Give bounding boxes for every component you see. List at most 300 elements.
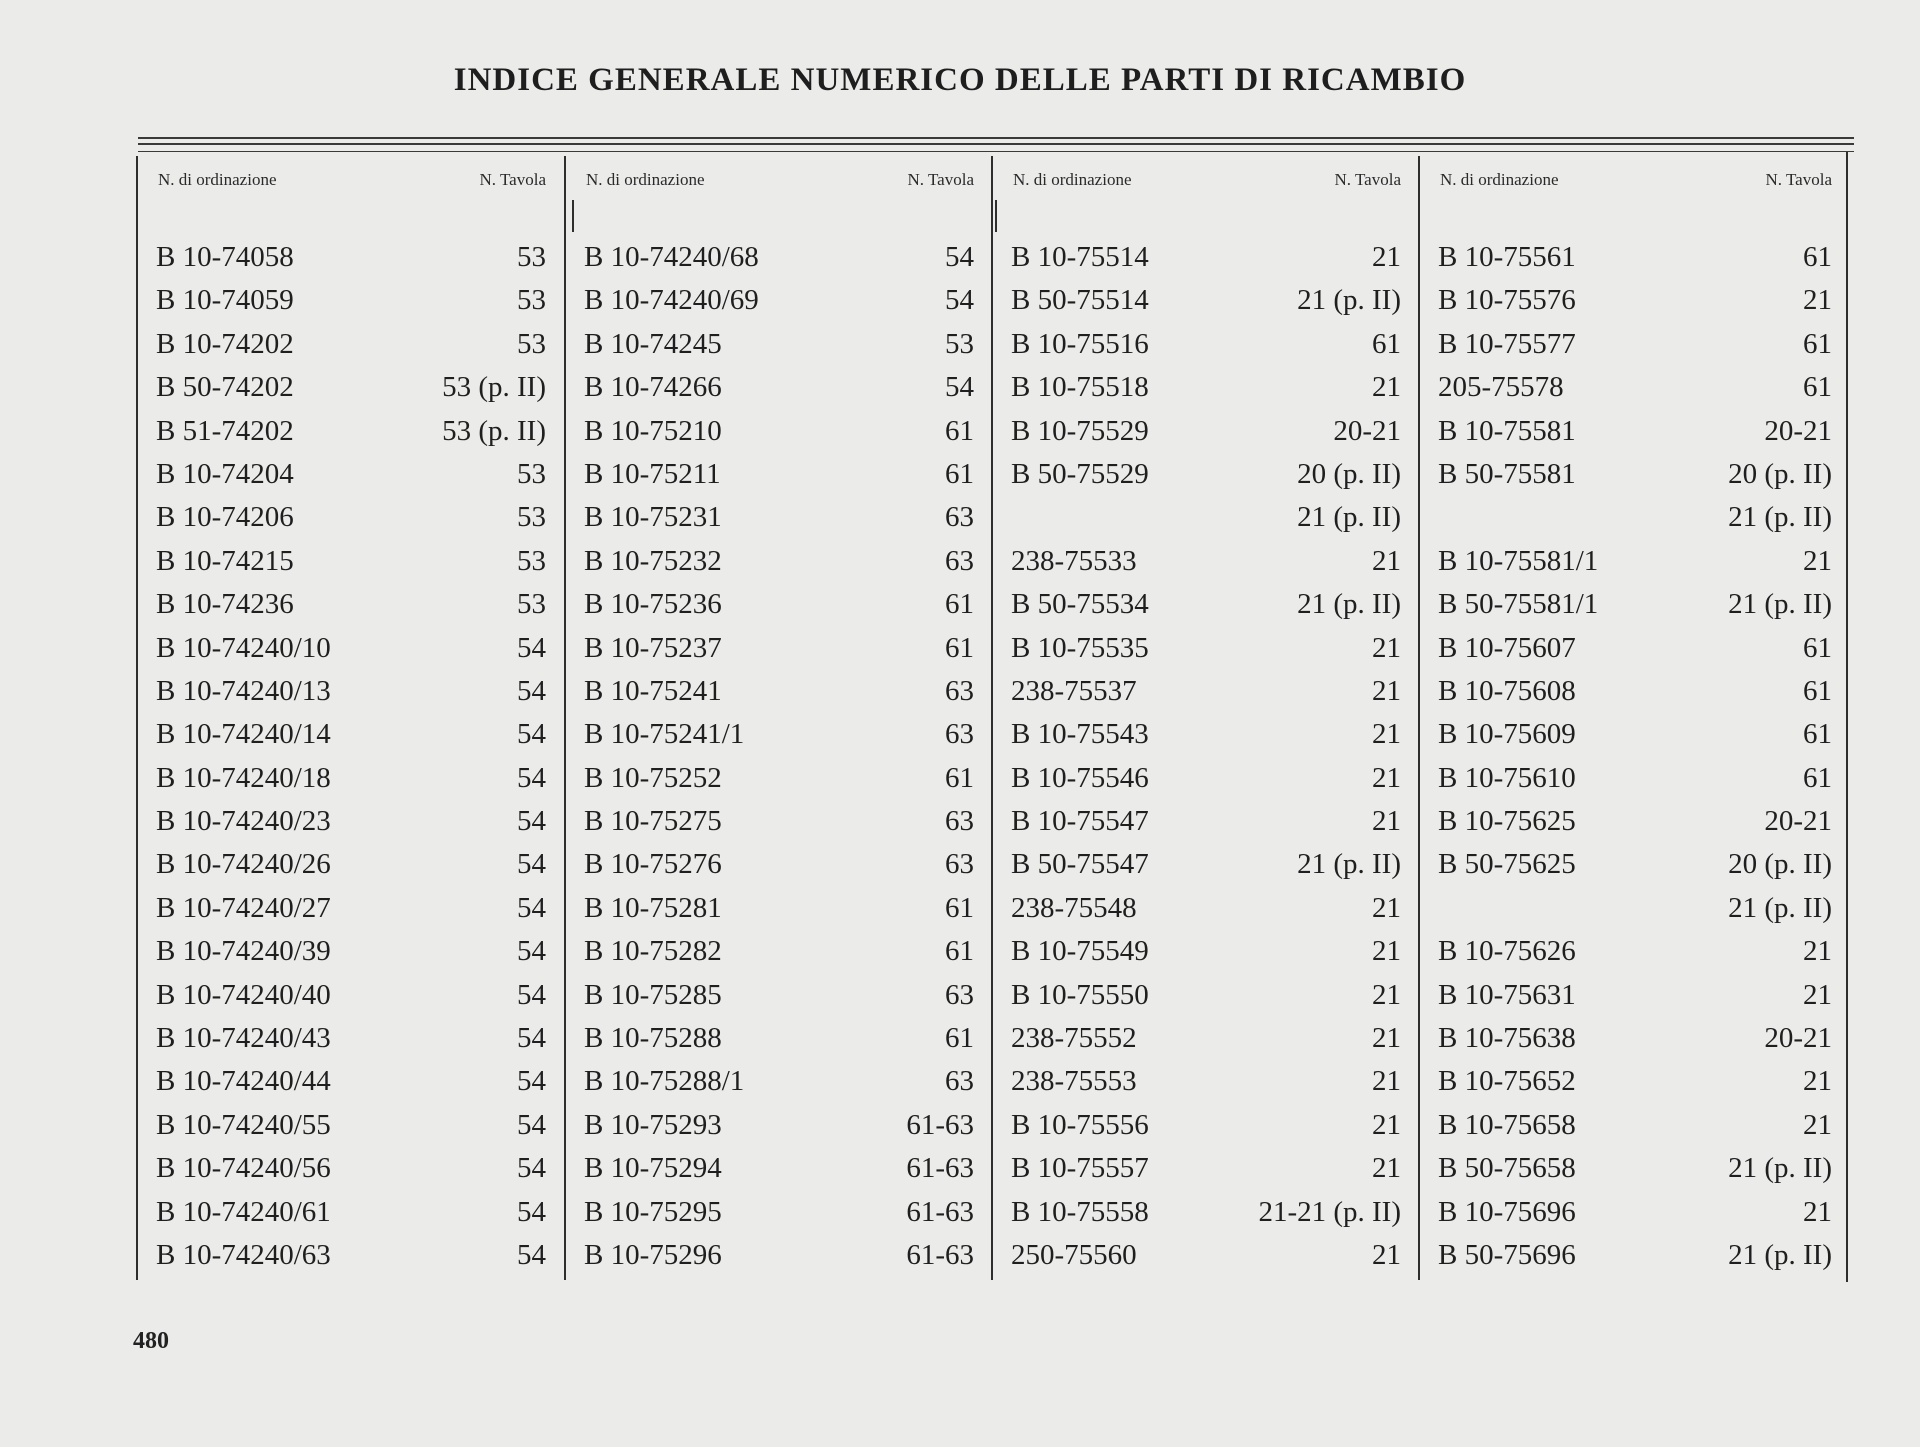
index-row bbox=[566, 627, 986, 670]
order-number: B 10-74245 bbox=[584, 327, 722, 360]
order-number: B 10-75276 bbox=[584, 848, 722, 881]
table-number: 21 bbox=[1803, 935, 1832, 968]
table-number: 61 bbox=[1803, 718, 1832, 751]
table-number: 54 bbox=[517, 1022, 546, 1055]
order-number: B 10-75696 bbox=[1438, 1195, 1576, 1228]
column-header bbox=[566, 170, 986, 194]
index-row bbox=[993, 583, 1413, 626]
index-row bbox=[566, 496, 986, 539]
index-row bbox=[993, 1017, 1413, 1060]
table-number: 61 bbox=[945, 631, 974, 664]
index-row bbox=[1420, 713, 1844, 756]
index-row bbox=[993, 1191, 1413, 1234]
table-number: 61 bbox=[1803, 241, 1832, 273]
table-number: 54 bbox=[945, 284, 974, 317]
order-number: B 10-74240/61 bbox=[156, 1195, 331, 1228]
order-number: B 50-75581 bbox=[1438, 457, 1576, 490]
order-number: 238-75537 bbox=[1011, 674, 1137, 707]
order-number: B 50-74202 bbox=[156, 371, 294, 404]
order-number: B 10-74059 bbox=[156, 284, 294, 317]
table-number: 20-21 bbox=[1764, 414, 1832, 447]
table-number: 21 (p. II) bbox=[1297, 588, 1401, 621]
table-number: 63 bbox=[945, 718, 974, 751]
table-number: 21 bbox=[1372, 805, 1401, 838]
table-number: 63 bbox=[945, 674, 974, 707]
table-number: 61-63 bbox=[906, 1152, 974, 1185]
index-row bbox=[138, 1060, 558, 1103]
order-number: B 10-75543 bbox=[1011, 718, 1149, 751]
index-row bbox=[1420, 887, 1844, 930]
table-number: 61-63 bbox=[906, 1195, 974, 1228]
index-column-3 bbox=[993, 152, 1413, 1280]
index-row bbox=[138, 1104, 558, 1147]
table-number: 20-21 bbox=[1333, 414, 1401, 447]
index-row bbox=[1420, 540, 1844, 583]
order-number: B 10-74240/44 bbox=[156, 1065, 331, 1098]
index-row bbox=[566, 540, 986, 583]
order-number-header: N. di ordinazione bbox=[1440, 170, 1559, 189]
index-row bbox=[993, 757, 1413, 800]
page-number: 480 bbox=[133, 1328, 169, 1354]
table-number: 54 bbox=[517, 978, 546, 1011]
table-number: 21 bbox=[1372, 978, 1401, 1011]
order-number: B 10-75581 bbox=[1438, 414, 1576, 447]
order-number: B 10-75237 bbox=[584, 631, 722, 664]
index-row bbox=[138, 410, 558, 453]
table-number: 21 (p. II) bbox=[1728, 1238, 1832, 1271]
index-row bbox=[993, 713, 1413, 756]
table-number: 61-63 bbox=[906, 1238, 974, 1271]
index-row bbox=[566, 583, 986, 626]
index-row bbox=[566, 1017, 986, 1060]
table-number-header: N. Tavola bbox=[1765, 170, 1832, 189]
index-row bbox=[993, 1147, 1413, 1190]
table-number: 54 bbox=[517, 1065, 546, 1098]
table-number: 21 bbox=[1372, 544, 1401, 577]
table-number: 61 bbox=[1803, 674, 1832, 707]
order-number: B 10-75625 bbox=[1438, 805, 1576, 838]
table-number: 53 (p. II) bbox=[442, 371, 546, 404]
index-row bbox=[993, 627, 1413, 670]
index-row bbox=[1420, 974, 1844, 1017]
index-row bbox=[138, 627, 558, 670]
order-number: B 10-75581/1 bbox=[1438, 544, 1599, 577]
table-number: 61 bbox=[1372, 327, 1401, 360]
index-row bbox=[1420, 583, 1844, 626]
table-number: 21 (p. II) bbox=[1297, 848, 1401, 881]
table-number: 53 bbox=[517, 544, 546, 577]
table-number: 21 bbox=[1372, 1065, 1401, 1098]
index-row bbox=[138, 757, 558, 800]
table-number: 21 bbox=[1803, 284, 1832, 317]
table-number: 63 bbox=[945, 1065, 974, 1098]
index-row bbox=[993, 1104, 1413, 1147]
index-row bbox=[138, 496, 558, 539]
table-number: 21 bbox=[1803, 978, 1832, 1011]
table-number: 54 bbox=[517, 1108, 546, 1141]
table-number: 54 bbox=[945, 371, 974, 404]
order-number: B 10-75288 bbox=[584, 1022, 722, 1055]
order-number: B 10-75631 bbox=[1438, 978, 1576, 1011]
table-number: 54 bbox=[517, 674, 546, 707]
order-number: B 10-75232 bbox=[584, 544, 722, 577]
index-row bbox=[1420, 1234, 1844, 1277]
table-number: 21 bbox=[1372, 891, 1401, 924]
index-row bbox=[1420, 236, 1844, 279]
index-row bbox=[138, 453, 558, 496]
order-number: B 10-75516 bbox=[1011, 327, 1149, 360]
order-number: B 10-74240/63 bbox=[156, 1238, 331, 1271]
order-number: B 10-75296 bbox=[584, 1238, 722, 1271]
index-row bbox=[138, 1234, 558, 1277]
table-number: 21-21 (p. II) bbox=[1258, 1195, 1401, 1228]
table-number: 21 bbox=[1372, 241, 1401, 273]
order-number: B 10-74266 bbox=[584, 371, 722, 404]
table-number: 21 bbox=[1372, 674, 1401, 707]
order-number: B 10-75518 bbox=[1011, 371, 1149, 404]
table-number: 20 (p. II) bbox=[1728, 457, 1832, 490]
order-number-header: N. di ordinazione bbox=[1013, 170, 1132, 189]
table-number: 61 bbox=[945, 935, 974, 968]
row-list bbox=[993, 236, 1413, 1277]
table-number: 21 bbox=[1372, 1022, 1401, 1055]
table-number: 20 (p. II) bbox=[1728, 848, 1832, 881]
table-number: 61 bbox=[1803, 327, 1832, 360]
order-number: B 10-75549 bbox=[1011, 935, 1149, 968]
table-number: 53 bbox=[517, 284, 546, 317]
column-divider bbox=[1846, 152, 1848, 1282]
table-number: 63 bbox=[945, 978, 974, 1011]
index-row bbox=[993, 323, 1413, 366]
order-number: B 10-75550 bbox=[1011, 978, 1149, 1011]
order-number-header: N. di ordinazione bbox=[586, 170, 705, 189]
index-row bbox=[566, 1060, 986, 1103]
index-row bbox=[138, 670, 558, 713]
row-list bbox=[1420, 236, 1844, 1277]
table-number: 54 bbox=[517, 891, 546, 924]
index-row bbox=[566, 757, 986, 800]
table-number: 53 bbox=[517, 501, 546, 534]
order-number: B 10-75626 bbox=[1438, 935, 1576, 968]
table-number: 21 (p. II) bbox=[1297, 501, 1401, 534]
index-row bbox=[1420, 843, 1844, 886]
order-number: B 10-75285 bbox=[584, 978, 722, 1011]
index-row bbox=[566, 236, 986, 279]
index-row bbox=[1420, 366, 1844, 409]
table-number: 61 bbox=[945, 457, 974, 490]
index-row bbox=[993, 496, 1413, 539]
index-row bbox=[1420, 800, 1844, 843]
order-number: B 10-74240/10 bbox=[156, 631, 331, 664]
table-number: 21 bbox=[1803, 1195, 1832, 1228]
index-row bbox=[566, 1234, 986, 1277]
order-number: B 50-75658 bbox=[1438, 1152, 1576, 1185]
row-list bbox=[138, 236, 558, 1277]
order-number: B 10-75281 bbox=[584, 891, 722, 924]
table-number: 21 bbox=[1372, 1108, 1401, 1141]
order-number: B 10-75514 bbox=[1011, 241, 1149, 273]
order-number: 238-75548 bbox=[1011, 891, 1137, 924]
order-number: 205-75578 bbox=[1438, 371, 1564, 404]
order-number: B 10-75556 bbox=[1011, 1108, 1149, 1141]
table-number: 54 bbox=[517, 1195, 546, 1228]
order-number: B 10-75609 bbox=[1438, 718, 1576, 751]
order-number: B 10-75610 bbox=[1438, 761, 1576, 794]
index-row bbox=[138, 713, 558, 756]
order-number: 250-75560 bbox=[1011, 1238, 1137, 1271]
order-number: B 10-74240/56 bbox=[156, 1152, 331, 1185]
table-number: 53 bbox=[517, 327, 546, 360]
table-number: 54 bbox=[517, 805, 546, 838]
index-column-4 bbox=[1420, 152, 1844, 1280]
index-row bbox=[993, 670, 1413, 713]
table-number: 21 bbox=[1803, 544, 1832, 577]
table-number: 21 bbox=[1372, 1152, 1401, 1185]
index-row bbox=[138, 800, 558, 843]
index-row bbox=[138, 540, 558, 583]
order-number: B 10-75236 bbox=[584, 588, 722, 621]
table-number: 54 bbox=[517, 718, 546, 751]
index-row bbox=[566, 930, 986, 973]
order-number: B 10-74240/18 bbox=[156, 761, 331, 794]
table-number: 20-21 bbox=[1764, 1022, 1832, 1055]
table-number: 21 bbox=[1803, 1108, 1832, 1141]
index-row bbox=[138, 366, 558, 409]
order-number: 238-75533 bbox=[1011, 544, 1137, 577]
table-number: 21 bbox=[1803, 1065, 1832, 1098]
order-number: B 10-75293 bbox=[584, 1108, 722, 1141]
index-row bbox=[1420, 930, 1844, 973]
table-number: 21 bbox=[1372, 371, 1401, 404]
order-number: B 10-75607 bbox=[1438, 631, 1576, 664]
order-number: B 50-75534 bbox=[1011, 588, 1149, 621]
order-number: B 50-75581/1 bbox=[1438, 588, 1599, 621]
order-number: B 10-75577 bbox=[1438, 327, 1576, 360]
order-number: B 10-75231 bbox=[584, 501, 722, 534]
table-number: 53 (p. II) bbox=[442, 414, 546, 447]
index-row bbox=[566, 410, 986, 453]
index-row bbox=[566, 713, 986, 756]
table-number: 61 bbox=[945, 414, 974, 447]
table-number: 54 bbox=[517, 1238, 546, 1271]
order-number: B 10-74240/26 bbox=[156, 848, 331, 881]
order-number: B 10-75561 bbox=[1438, 241, 1576, 273]
index-row bbox=[993, 279, 1413, 322]
order-number: B 50-75514 bbox=[1011, 284, 1149, 317]
order-number: B 10-75547 bbox=[1011, 805, 1149, 838]
order-number: B 50-75547 bbox=[1011, 848, 1149, 881]
order-number: B 10-75275 bbox=[584, 805, 722, 838]
table-number: 21 (p. II) bbox=[1297, 284, 1401, 317]
index-row bbox=[993, 410, 1413, 453]
index-column-2 bbox=[566, 152, 986, 1280]
order-number: B 10-75608 bbox=[1438, 674, 1576, 707]
table-number: 61 bbox=[1803, 631, 1832, 664]
index-row bbox=[138, 887, 558, 930]
table-number-header: N. Tavola bbox=[479, 170, 546, 189]
order-number: B 10-75535 bbox=[1011, 631, 1149, 664]
index-row bbox=[1420, 410, 1844, 453]
order-number: B 51-74202 bbox=[156, 414, 294, 447]
table-number: 21 bbox=[1372, 1238, 1401, 1271]
index-row bbox=[138, 1191, 558, 1234]
table-number: 21 bbox=[1372, 761, 1401, 794]
index-row bbox=[993, 366, 1413, 409]
index-row bbox=[993, 887, 1413, 930]
index-row bbox=[566, 1191, 986, 1234]
order-number: B 10-75241/1 bbox=[584, 718, 745, 751]
order-number: B 10-74240/55 bbox=[156, 1108, 331, 1141]
order-number: B 10-74240/43 bbox=[156, 1022, 331, 1055]
index-row bbox=[1420, 1191, 1844, 1234]
index-row bbox=[138, 583, 558, 626]
table-number: 21 bbox=[1372, 935, 1401, 968]
table-number: 54 bbox=[945, 241, 974, 273]
index-row bbox=[1420, 757, 1844, 800]
table-number: 21 (p. II) bbox=[1728, 501, 1832, 534]
order-number: B 10-74206 bbox=[156, 501, 294, 534]
index-row bbox=[1420, 627, 1844, 670]
index-row bbox=[993, 1234, 1413, 1277]
index-row bbox=[138, 930, 558, 973]
table-number: 61-63 bbox=[906, 1108, 974, 1141]
table-number: 63 bbox=[945, 501, 974, 534]
table-number-header: N. Tavola bbox=[907, 170, 974, 189]
table-number: 54 bbox=[517, 761, 546, 794]
index-row bbox=[1420, 496, 1844, 539]
table-number: 54 bbox=[517, 935, 546, 968]
index-row bbox=[1420, 323, 1844, 366]
table-number: 20-21 bbox=[1764, 805, 1832, 838]
index-row bbox=[566, 1104, 986, 1147]
index-row bbox=[566, 366, 986, 409]
index-row bbox=[138, 1017, 558, 1060]
table-number: 53 bbox=[517, 588, 546, 621]
column-header bbox=[138, 170, 558, 194]
index-row bbox=[138, 236, 558, 279]
column-header bbox=[993, 170, 1413, 194]
order-number: B 10-74240/13 bbox=[156, 674, 331, 707]
table-number: 21 (p. II) bbox=[1728, 1152, 1832, 1185]
table-number: 20 (p. II) bbox=[1297, 457, 1401, 490]
table-number: 61 bbox=[945, 891, 974, 924]
table-number: 63 bbox=[945, 848, 974, 881]
index-row bbox=[993, 930, 1413, 973]
index-row bbox=[138, 843, 558, 886]
index-row bbox=[566, 279, 986, 322]
index-row bbox=[566, 453, 986, 496]
order-number: B 10-75288/1 bbox=[584, 1065, 745, 1098]
table-number: 21 bbox=[1372, 718, 1401, 751]
order-number: B 10-74240/14 bbox=[156, 718, 331, 751]
order-number: B 10-74240/39 bbox=[156, 935, 331, 968]
title-rule-top bbox=[138, 137, 1854, 139]
order-number: B 10-75576 bbox=[1438, 284, 1576, 317]
index-row bbox=[1420, 1017, 1844, 1060]
order-number: B 10-75241 bbox=[584, 674, 722, 707]
index-row bbox=[993, 800, 1413, 843]
index-row bbox=[1420, 1147, 1844, 1190]
page-title: INDICE GENERALE NUMERICO DELLE PARTI DI RICAMBIO bbox=[453, 62, 1467, 98]
index-row bbox=[1420, 1104, 1844, 1147]
order-number: B 10-74204 bbox=[156, 457, 294, 490]
order-number: B 10-75282 bbox=[584, 935, 722, 968]
index-row bbox=[138, 279, 558, 322]
table-number: 61 bbox=[1803, 371, 1832, 404]
order-number: B 10-74240/40 bbox=[156, 978, 331, 1011]
title-rule-middle bbox=[138, 143, 1854, 145]
table-number: 53 bbox=[945, 327, 974, 360]
row-list bbox=[566, 236, 986, 1277]
order-number: B 10-75252 bbox=[584, 761, 722, 794]
index-row bbox=[566, 887, 986, 930]
index-row bbox=[993, 540, 1413, 583]
index-row bbox=[566, 323, 986, 366]
order-number: B 10-74202 bbox=[156, 327, 294, 360]
index-row bbox=[1420, 453, 1844, 496]
order-number: B 10-74215 bbox=[156, 544, 294, 577]
order-number: B 10-75210 bbox=[584, 414, 722, 447]
order-number: B 10-75652 bbox=[1438, 1065, 1576, 1098]
index-row bbox=[138, 323, 558, 366]
index-row bbox=[1420, 1060, 1844, 1103]
order-number: B 10-75211 bbox=[584, 457, 721, 490]
index-row bbox=[993, 236, 1413, 279]
table-number: 63 bbox=[945, 805, 974, 838]
index-row bbox=[993, 974, 1413, 1017]
order-number: B 10-74240/69 bbox=[584, 284, 759, 317]
order-number: B 10-74240/68 bbox=[584, 241, 759, 273]
order-number: 238-75552 bbox=[1011, 1022, 1137, 1055]
index-row bbox=[1420, 670, 1844, 713]
index-column-1 bbox=[138, 152, 558, 1280]
order-number: B 50-75625 bbox=[1438, 848, 1576, 881]
table-number: 53 bbox=[517, 241, 546, 273]
order-number: B 10-74240/27 bbox=[156, 891, 331, 924]
index-row bbox=[993, 1060, 1413, 1103]
order-number-header: N. di ordinazione bbox=[158, 170, 277, 189]
table-number: 21 (p. II) bbox=[1728, 891, 1832, 924]
order-number: B 10-74236 bbox=[156, 588, 294, 621]
table-number: 21 bbox=[1372, 631, 1401, 664]
index-row bbox=[1420, 279, 1844, 322]
order-number: B 10-74058 bbox=[156, 241, 294, 273]
order-number: B 10-75558 bbox=[1011, 1195, 1149, 1228]
order-number: B 50-75696 bbox=[1438, 1238, 1576, 1271]
table-number: 54 bbox=[517, 848, 546, 881]
index-row bbox=[566, 800, 986, 843]
column-header bbox=[1420, 170, 1844, 194]
order-number: B 10-75658 bbox=[1438, 1108, 1576, 1141]
table-number: 61 bbox=[945, 761, 974, 794]
order-number: B 50-75529 bbox=[1011, 457, 1149, 490]
order-number: B 10-74240/23 bbox=[156, 805, 331, 838]
table-number: 61 bbox=[945, 588, 974, 621]
order-number: B 10-75638 bbox=[1438, 1022, 1576, 1055]
index-row bbox=[993, 843, 1413, 886]
table-number: 21 (p. II) bbox=[1728, 588, 1832, 621]
index-row bbox=[566, 974, 986, 1017]
index-row bbox=[566, 843, 986, 886]
table-number: 54 bbox=[517, 631, 546, 664]
table-number-header: N. Tavola bbox=[1334, 170, 1401, 189]
table-number: 53 bbox=[517, 457, 546, 490]
table-number: 61 bbox=[1803, 761, 1832, 794]
order-number: B 10-75294 bbox=[584, 1152, 722, 1185]
index-row bbox=[566, 1147, 986, 1190]
order-number: B 10-75557 bbox=[1011, 1152, 1149, 1185]
table-number: 61 bbox=[945, 1022, 974, 1055]
